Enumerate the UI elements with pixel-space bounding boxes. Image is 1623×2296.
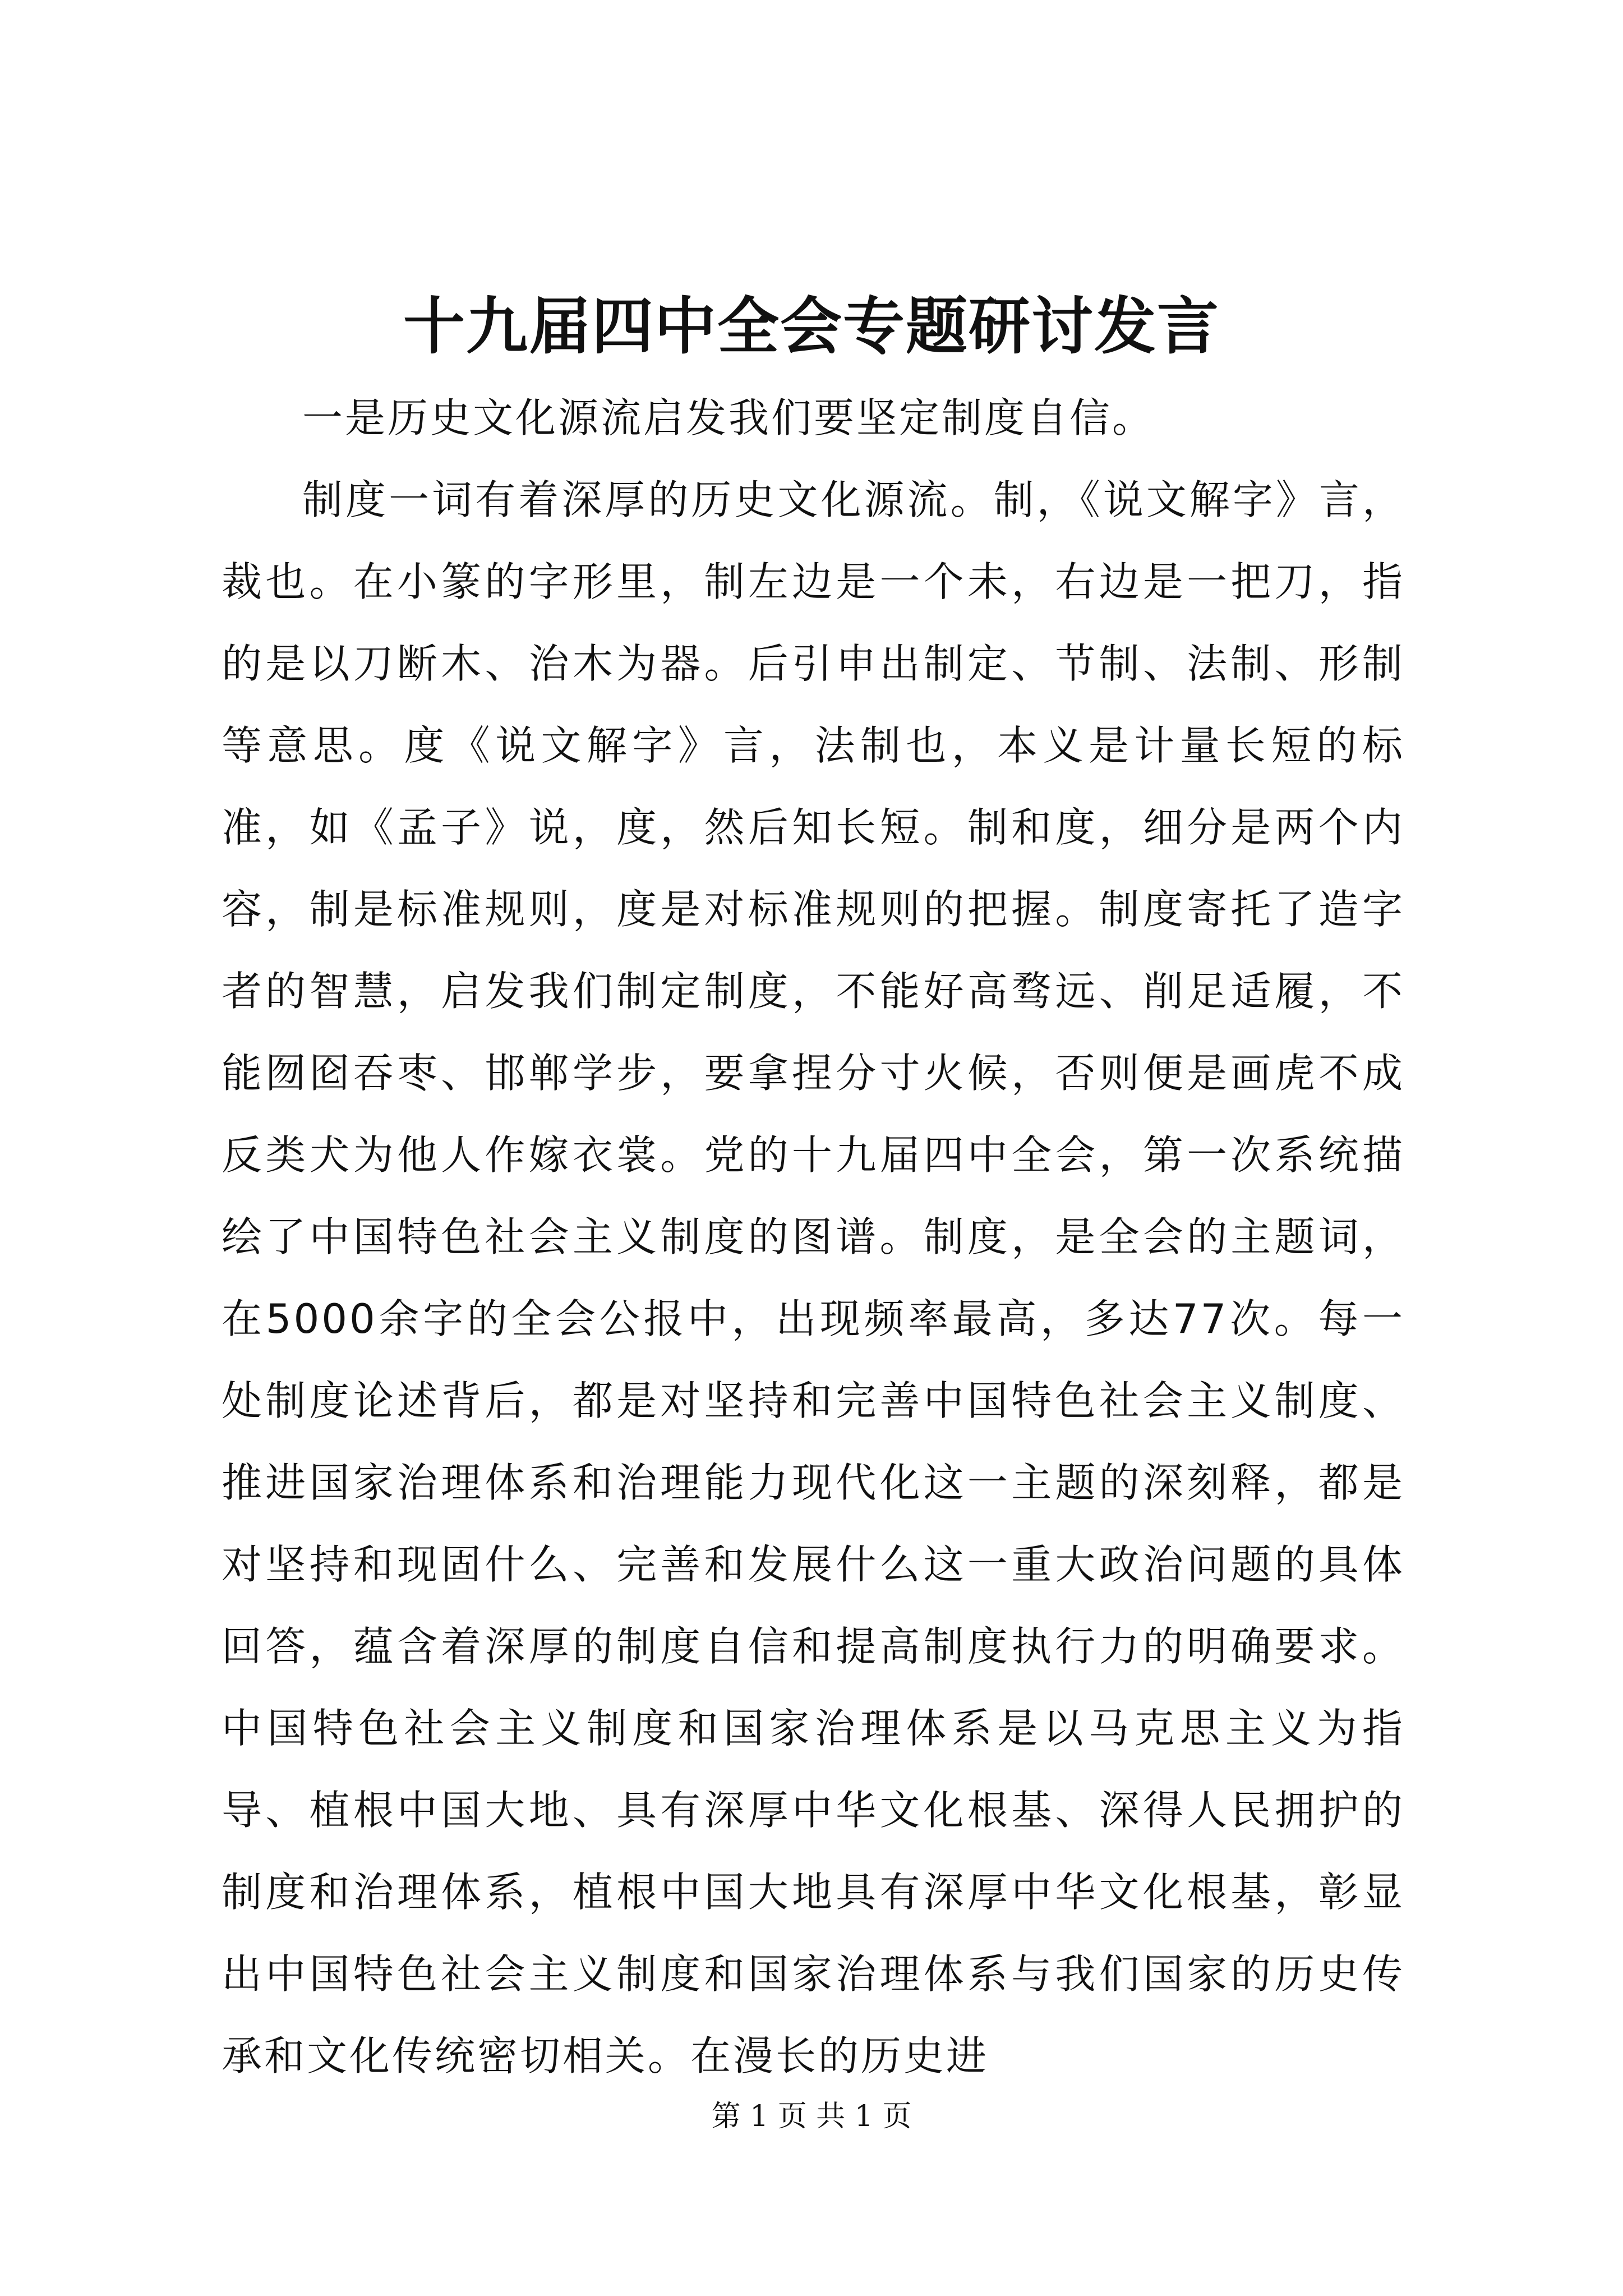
document-title: 十九届四中全会专题研讨发言: [403, 290, 1220, 362]
paragraph-intro: 一是历史文化源流启发我们要坚定制度自信。: [302, 394, 1155, 441]
paragraph-main: 制度一词有着深厚的历史文化源流。制，《说文解字》言，裁也。在小篆的字形里，制左边是一个未，右边是一把刀，指的是以刀断木、治木为器。后引申出制定、节制、法制、形制等意思。度《说文解字》言，法制也，本义是计量长短的标准，如《孟子》说，度，然后知长短。制和度，细分是两个内容，制是标准规则，度是对标准规则的把握。制度寄托了造字者的智慧，启发我们制定制度，不能好高骛远、削足适履，不能囫囵吞枣、邯郸学步，要拿捏分寸火候，否则便是画虎不成反类犬为他人作嫁衣裳。党的十九届四中全会，第一次系统描绘了中国特色社会主义制度的图谱。制度，是全会的主题词，在5000余字的全会公报中，出现频率最高，多达77次。每一处制度论述背后，都是对坚持和完善中国特色社会主义制度、推进国家治理体系和治理能力现代化这一主题的深刻释，都是对坚持和现固什么、完善和发展什么这一重大政治问题的具体回答，蕴含着深厚的制度自信和提高制度执行力的明确要求。中国特色社会主义制度和国家治理体系是以马克思主义为指导、植根中国大地、具有深厚中华文化根基、深得人民拥护的制度和治理体系，植根中国大地具有深厚中华文化根基，彰显出中国特色社会主义制度和国家治理体系与我们国家的历史传承和文化传统密切相关。在漫长的历史进: [222, 476, 1405, 2079]
document-body: [222, 377, 1405, 2097]
page-footer: 第 1 页 共 1 页: [711, 2100, 912, 2133]
